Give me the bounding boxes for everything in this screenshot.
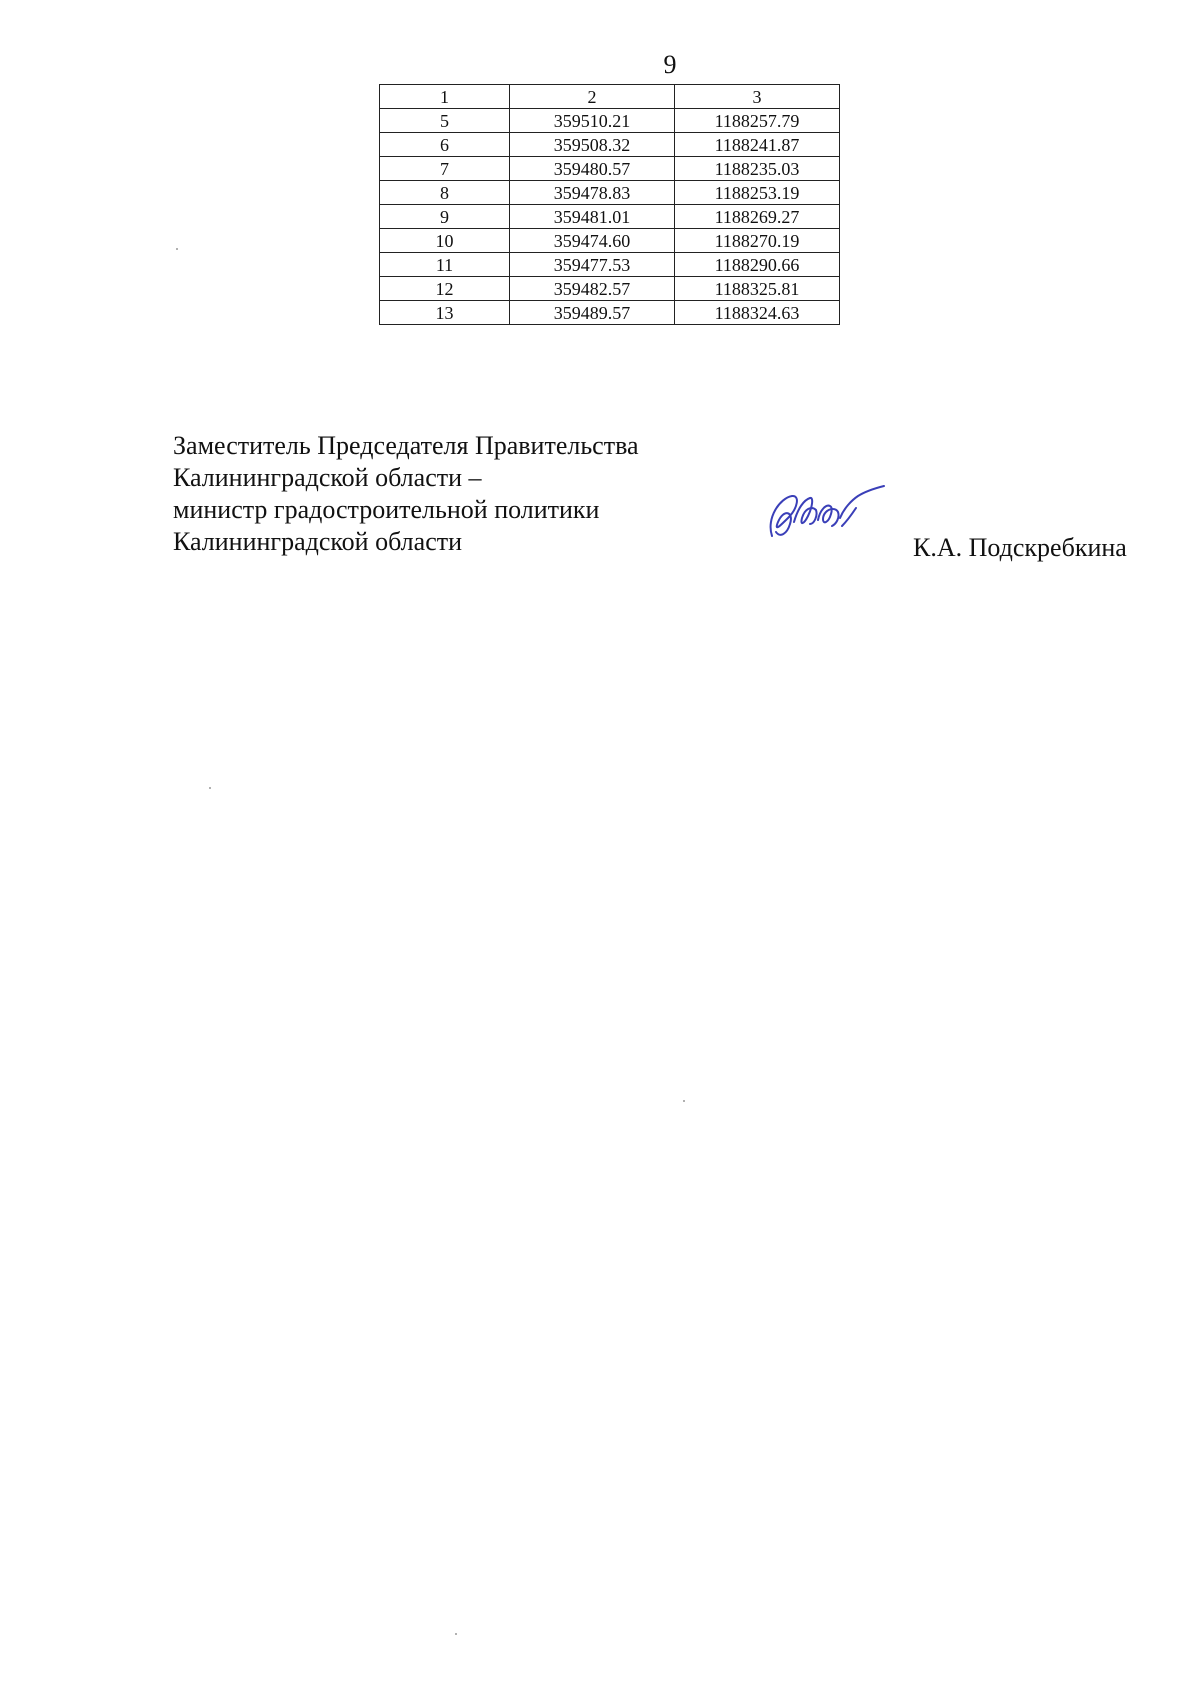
table-cell: 1188235.03 xyxy=(675,157,840,181)
table-cell: 1188325.81 xyxy=(675,277,840,301)
handwritten-signature xyxy=(758,478,888,548)
table-row xyxy=(380,157,840,181)
table-header-cell: 2 xyxy=(510,85,675,109)
table-cell: 12 xyxy=(380,277,510,301)
table-header-cell: 3 xyxy=(675,85,840,109)
table-header-cell: 1 xyxy=(380,85,510,109)
page-number: 9 xyxy=(663,50,677,79)
table-cell: 359482.57 xyxy=(510,277,675,301)
table-cell: 1188253.19 xyxy=(675,181,840,205)
signatory-title-line: Калининградской области xyxy=(173,527,463,556)
table-row xyxy=(380,253,840,277)
table-cell: 6 xyxy=(380,133,510,157)
table-header-row xyxy=(380,85,840,109)
table-row xyxy=(380,181,840,205)
scan-speck xyxy=(176,248,178,250)
table-cell: 7 xyxy=(380,157,510,181)
table-cell: 13 xyxy=(380,301,510,325)
signatory-title-line: Заместитель Председателя Правительства xyxy=(173,431,639,460)
table-cell: 1188270.19 xyxy=(675,229,840,253)
table-row xyxy=(380,205,840,229)
table-cell: 1188290.66 xyxy=(675,253,840,277)
table-cell: 359481.01 xyxy=(510,205,675,229)
table-cell: 359477.53 xyxy=(510,253,675,277)
coordinates-table xyxy=(379,84,840,325)
table-cell: 1188324.63 xyxy=(675,301,840,325)
table-cell: 359478.83 xyxy=(510,181,675,205)
table-row xyxy=(380,229,840,253)
scan-speck xyxy=(683,1100,685,1102)
table-cell: 1188257.79 xyxy=(675,109,840,133)
signatory-title xyxy=(173,430,639,558)
table-cell: 359508.32 xyxy=(510,133,675,157)
scan-speck xyxy=(455,1633,457,1635)
table-cell: 1188241.87 xyxy=(675,133,840,157)
table-row xyxy=(380,277,840,301)
signatory-title-line: министр градостроительной политики xyxy=(173,495,600,524)
table-row xyxy=(380,109,840,133)
signatory-title-line: Калининградской области – xyxy=(173,463,482,492)
table-cell: 8 xyxy=(380,181,510,205)
table-cell: 359489.57 xyxy=(510,301,675,325)
scan-speck xyxy=(209,787,211,789)
table-cell: 1188269.27 xyxy=(675,205,840,229)
table-cell: 359474.60 xyxy=(510,229,675,253)
table-cell: 9 xyxy=(380,205,510,229)
table-cell: 10 xyxy=(380,229,510,253)
table-cell: 5 xyxy=(380,109,510,133)
table-cell: 359510.21 xyxy=(510,109,675,133)
table-row xyxy=(380,301,840,325)
table-row xyxy=(380,133,840,157)
signatory-name: К.А. Подскребкина xyxy=(913,533,1127,562)
table-cell: 11 xyxy=(380,253,510,277)
table-cell: 359480.57 xyxy=(510,157,675,181)
